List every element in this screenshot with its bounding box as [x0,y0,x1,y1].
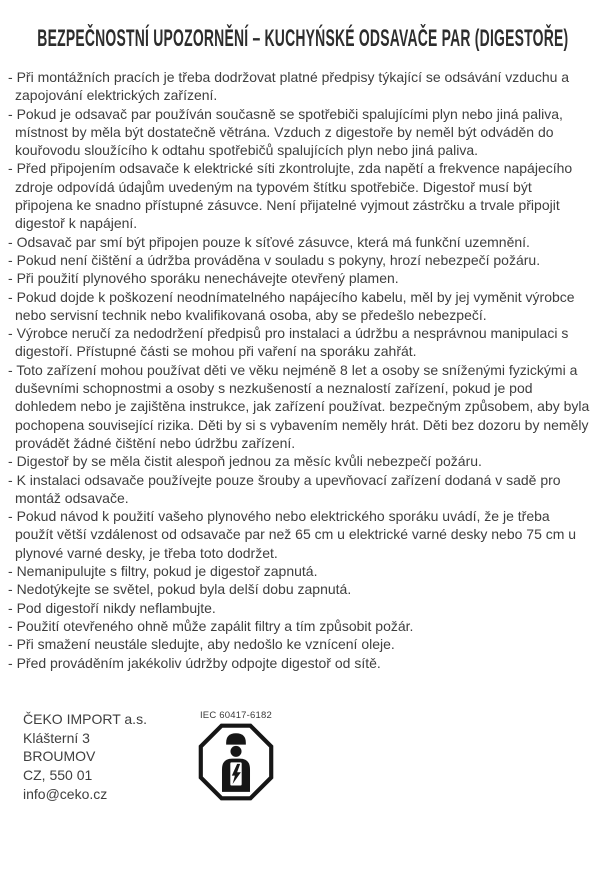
warning-item: - Pod digestoří nikdy neflambujte. [8,599,591,617]
warning-item: - Při montážních pracích je třeba dodržovat platné předpisy týkající se odsávání vzduchu a zapojování elektrických zařízení. [8,68,591,105]
head-shape [230,746,241,757]
footer [23,710,605,804]
warning-item: - Před připojením odsavače k elektrické síti zkontrolujte, zda napětí a frekvence napájecího zdroje odpovídá údajům uvedeným na typovém štítku spotřebiče. Digestoř musí být připojena ke snadno přístupné zásuvce. Není přijatelné vyjmout zástrčku a trvale připojit digestoř k napájení. [8,159,591,232]
warning-item: - Nedotýkejte se světel, pokud byla delší dobu zapnutá. [8,580,591,598]
service-personnel-icon [198,723,274,801]
warning-item: - Při smažení neustále sledujte, aby nedošlo ke vznícení oleje. [8,635,591,653]
warning-item: - Při použití plynového sporáku nenechávejte otevřený plamen. [8,269,591,287]
warning-item: - Pokud návod k použití vašeho plynového nebo elektrického sporáku uvádí, že je třeba použít větší vzdálenost od odsavače par než 65 cm u elektrické varné desky nebo 75 cm u plynové varné desky, je třeba toto dodržet. [8,507,591,562]
title-row [0,25,605,53]
page-title: BEZPEČNOSTNÍ UPOZORNĚNÍ – KUCHYŃSKÉ ODSAVAČE PAR (DIGESTOŘE) [36,25,569,52]
iec-symbol-block [193,710,279,801]
warning-item: - K instalaci odsavače používejte pouze šrouby a upevňovací zařízení dodaná v sadě pro montáž odsavače. [8,471,591,508]
warning-item: - Nemanipulujte s filtry, pokud je digestoř zapnutá. [8,562,591,580]
warning-item: - Odsavač par smí být připojen pouze k síťové zásuvce, která má funkční uzemnění. [8,233,591,251]
address-line: CZ, 550 01 [23,767,93,784]
warning-item: - Pokud není čištění a údržba prováděna v souladu s pokyny, hrozí nebezpečí požáru. [8,251,591,269]
company-address-block [23,710,147,804]
safety-notice-document [0,25,605,871]
warning-item: - Pokud je odsavač par používán současně se spotřebiči spalujícími plyn nebo jiná paliva, místnost by měla být dostatečně větrána. Vzduch z digestoře by neměl být odváděn do kouřovodu sloužícího k odtahu spotřebičů spalujících plyn nebo jiná paliva. [8,105,591,160]
address-line: info@ceko.cz [23,785,108,802]
address-lines [23,729,147,804]
address-line: BROUMOV [23,748,96,765]
address-line: Klášterní 3 [23,729,90,746]
warning-item: - Před prováděním jakékoliv údržby odpojte digestoř od sítě. [8,654,591,672]
warning-item: - Výrobce neručí za nedodržení předpisů pro instalaci a údržbu a nesprávnou manipulaci s digestoří. Přístupné části se mohou při vaření na sporáku zahřát. [8,324,591,361]
warning-item: - Pokud dojde k poškození neodnímatelného napájecího kabelu, měl by jej vyměnit výrobce nebo servisní technik nebo kvalifikovaná osoba, aby se předešlo nebezpečí. [8,288,591,325]
warning-item: - Digestoř by se měla čistit alespoň jednou za měsíc kvůli nebezpečí požáru. [8,452,591,470]
warning-item: - Použití otevřeného ohně může zapálit filtry a tím způsobit požár. [8,617,591,635]
warning-item: - Toto zařízení mohou používat děti ve věku nejméně 8 let a osoby se sníženými fyzickými a duševními schopnostmi a osoby s nezkušeností a neznalostí zařízení, pokud je pod dohledem nebo je zajištěna instrukce, jak zařízení používat. bezpečným způsobem, aby byla pochopena související rizika. Děti by si s vybavením neměly hrát. Děti bez dozoru by neměly provádět žádné čištění nebo údržbu zařízení. [8,361,591,452]
warnings-list [0,68,605,672]
iec-symbol-label: IEC 60417-6182 [199,709,272,721]
company-name: ČEKO IMPORT a.s. [23,710,147,727]
